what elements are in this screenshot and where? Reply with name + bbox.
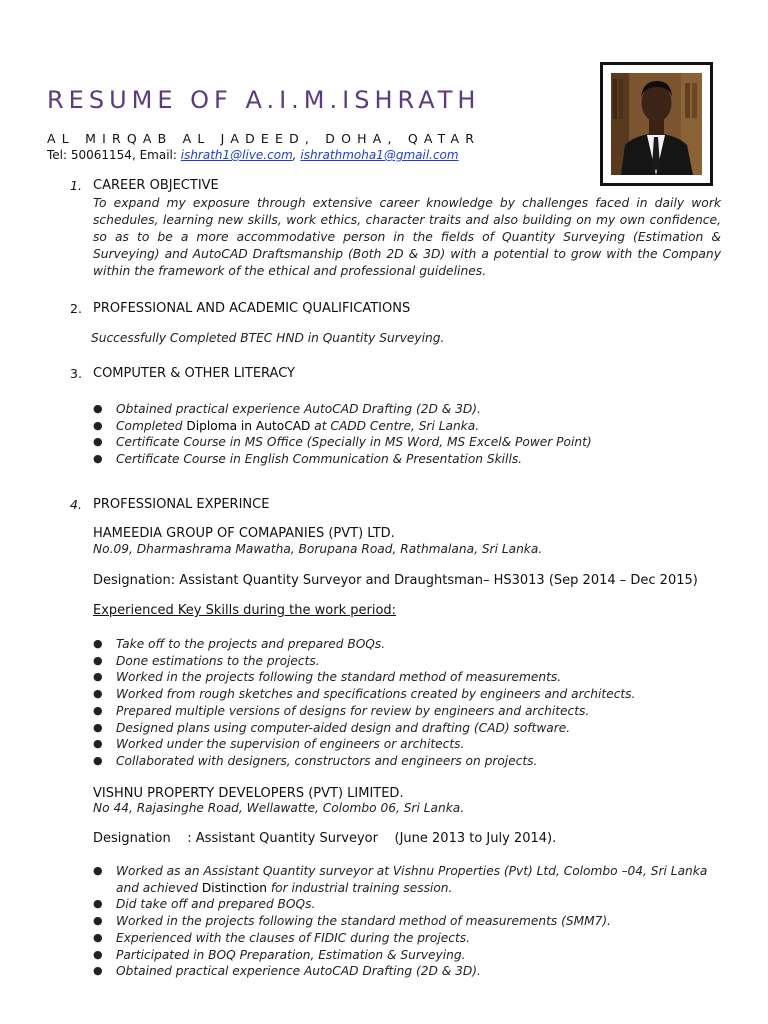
list-item-text: Worked as an Assistant Quantity surveyor at Vishnu Properties (Pvt) Ltd, Colombo –04, Sri Lanka and achieved — [116, 864, 708, 895]
qualification-text: Successfully Completed BTEC HND in Quantity Surveying. — [91, 331, 445, 345]
bullet-icon: ● — [93, 687, 103, 701]
list-item-text: Prepared multiple versions of designs for review by engineers and architects. — [116, 703, 590, 718]
list-item — [93, 636, 635, 653]
list-item-text: Experienced with the clauses of FIDIC during the projects. — [116, 930, 470, 945]
profile-photo-frame — [600, 62, 713, 186]
company-1-name: HAMEEDIA GROUP OF COMAPANIES (PVT) LTD. — [93, 526, 395, 541]
address-line: AL MIRQAB AL JADEED, DOHA, QATAR — [47, 131, 481, 146]
list-item — [93, 703, 635, 720]
job-1-skills-list — [93, 636, 635, 770]
bullet-icon: ● — [93, 653, 103, 667]
list-item-text: at CADD Centre, Sri Lanka. — [310, 418, 480, 433]
list-item-text: Worked from rough sketches and specifications created by engineers and architects. — [116, 687, 636, 702]
section-4-number: 4. — [70, 497, 82, 512]
job-2-list — [93, 863, 721, 980]
list-item-highlight: Diploma in AutoCAD — [186, 418, 311, 433]
section-2-heading: PROFESSIONAL AND ACADEMIC QUALIFICATIONS — [93, 301, 411, 316]
bullet-icon: ● — [93, 637, 103, 650]
list-item-text: Take off to the projects and prepared BOQs. — [116, 637, 386, 651]
portrait-photo-icon — [611, 73, 702, 175]
list-item — [93, 863, 721, 896]
bullet-icon: ● — [93, 418, 103, 432]
bullet-icon: ● — [93, 914, 103, 928]
list-item-text: for industrial training session. — [266, 880, 453, 895]
profile-photo — [611, 73, 702, 175]
bullet-icon: ● — [93, 703, 103, 717]
key-skills-heading: Experienced Key Skills during the work period: — [93, 603, 397, 618]
list-item — [93, 686, 635, 703]
bullet-icon: ● — [93, 452, 103, 466]
list-item — [93, 401, 592, 418]
bullet-icon: ● — [93, 435, 103, 449]
section-4-heading: PROFESSIONAL EXPERINCE — [93, 497, 270, 512]
list-item-text: Did take off and prepared BOQs. — [116, 897, 316, 912]
bullet-icon: ● — [93, 864, 103, 877]
bullet-icon: ● — [93, 402, 103, 415]
section-3-heading: COMPUTER & OTHER LITERACY — [93, 366, 295, 381]
list-item — [93, 736, 635, 753]
bullet-icon: ● — [93, 720, 103, 734]
list-item — [93, 418, 592, 435]
section-1-number: 1. — [70, 178, 82, 193]
list-item-text: Completed — [116, 418, 187, 433]
list-item-text: Obtained practical experience AutoCAD Drafting (2D & 3D). — [116, 402, 481, 416]
section-1-heading: CAREER OBJECTIVE — [93, 178, 219, 193]
list-item — [93, 451, 592, 468]
list-item-text: Worked under the supervision of engineers or architects. — [116, 737, 465, 752]
list-item-highlight: Distinction — [201, 880, 267, 895]
list-item — [93, 963, 721, 980]
list-item — [93, 669, 635, 686]
list-item — [93, 913, 721, 930]
company-1-designation: Designation: Assistant Quantity Surveyor and Draughtsman– HS3013 (Sep 2014 – Dec 2015) — [93, 573, 698, 588]
company-2-address: No 44, Rajasinghe Road, Wellawatte, Colombo 06, Sri Lanka. — [93, 801, 465, 815]
contact-line — [47, 148, 459, 162]
list-item — [93, 753, 635, 770]
career-objective-text: To expand my exposure through extensive career knowledge by challenges faced in daily work schedules, learning new skills, work ethics, character traits and also building on my own confidence, so as to be a more accommodative person in the fields of Quantity Surveying (Estimation & Surveying) and AutoCAD Draftsmanship (Both 2D & 3D) with a potential to grow with the Company within the framework of the ethical and professional guidelines. — [93, 196, 721, 278]
tel-email-label: Tel: 50061154, Email: — [47, 148, 181, 162]
email-link-2[interactable]: ishrathmoha1@gmail.com — [300, 148, 459, 162]
list-item-text: Certificate Course in English Communication & Presentation Skills. — [116, 452, 523, 467]
bullet-icon: ● — [93, 737, 103, 751]
company-1-address: No.09, Dharmashrama Mawatha, Borupana Road, Rathmalana, Sri Lanka. — [93, 542, 543, 556]
list-item — [93, 434, 592, 451]
section-3-number: 3. — [70, 366, 82, 381]
bullet-icon: ● — [93, 964, 103, 978]
list-item-text: Done estimations to the projects. — [116, 653, 320, 668]
company-2-designation: Designation : Assistant Quantity Surveyor (June 2013 to July 2014). — [93, 831, 557, 846]
list-item-text: Participated in BOQ Preparation, Estimation & Surveying. — [116, 947, 466, 962]
literacy-list — [93, 401, 592, 468]
list-item — [93, 896, 721, 913]
section-2-number: 2. — [70, 301, 82, 316]
list-item-text: Worked in the projects following the standard method of measurements. — [116, 670, 562, 685]
list-item — [93, 930, 721, 947]
company-2-name: VISHNU PROPERTY DEVELOPERS (PVT) LIMITED. — [93, 786, 404, 801]
list-item-text: Certificate Course in MS Office (Specially in MS Word, MS Excel& Power Point) — [116, 435, 592, 450]
email-link-1[interactable]: ishrath1@live.com — [180, 148, 293, 162]
list-item-text: Designed plans using computer-aided design and drafting (CAD) software. — [116, 720, 571, 735]
bullet-icon: ● — [93, 947, 103, 961]
list-item — [93, 653, 635, 670]
bullet-icon: ● — [93, 897, 103, 911]
bullet-icon: ● — [93, 753, 103, 767]
email-separator: , — [292, 148, 301, 162]
bullet-icon: ● — [93, 670, 103, 684]
list-item-text: Obtained practical experience AutoCAD Drafting (2D & 3D). — [116, 964, 481, 979]
list-item-text: Worked in the projects following the standard method of measurements (SMM7). — [116, 914, 612, 929]
list-item — [93, 947, 721, 964]
list-item — [93, 720, 635, 737]
resume-title: RESUME OF A.I.M.ISHRATH — [47, 86, 481, 114]
bullet-icon: ● — [93, 930, 103, 944]
list-item-text: Collaborated with designers, constructors and engineers on projects. — [116, 753, 538, 768]
